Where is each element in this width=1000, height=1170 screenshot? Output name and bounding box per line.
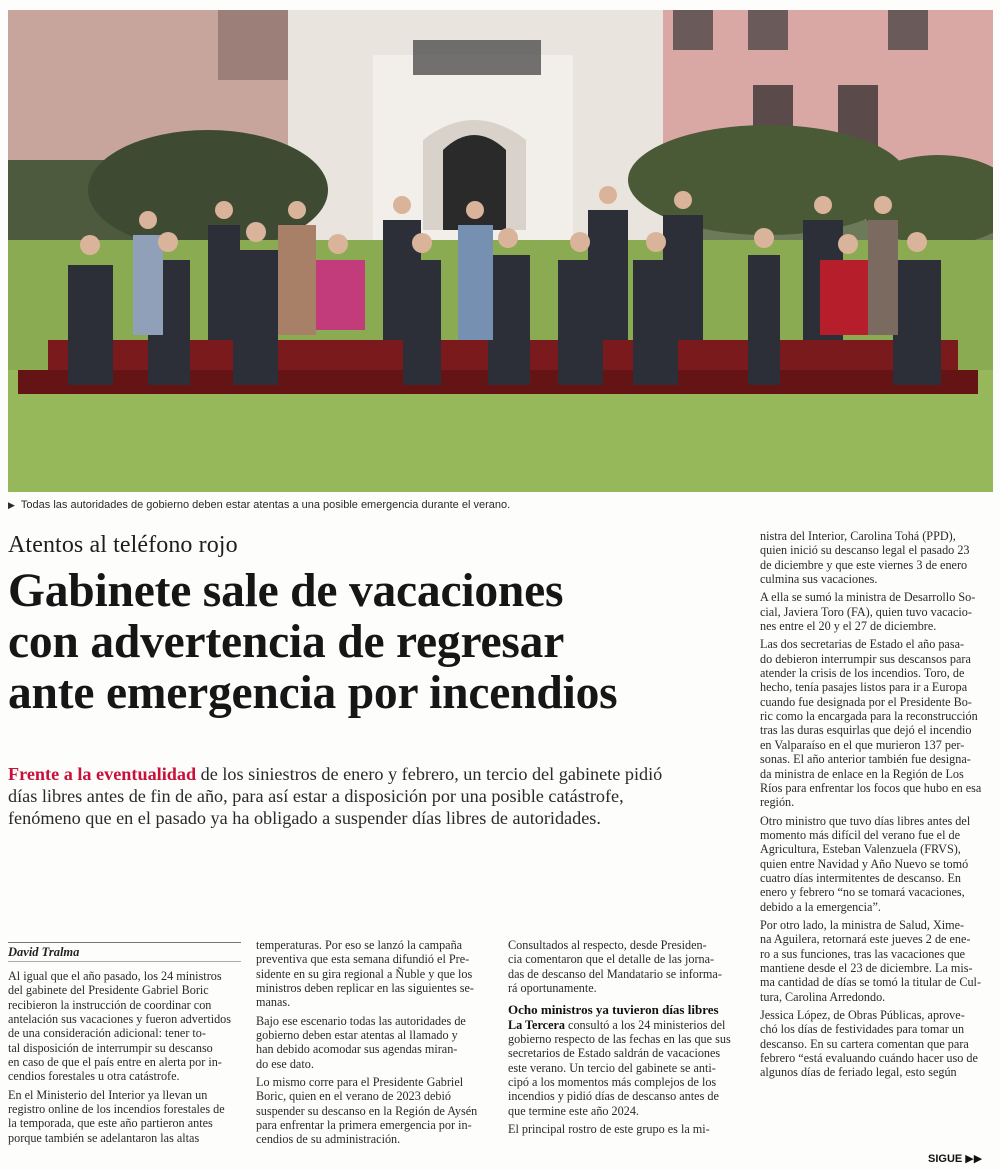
body-text-line: quien entre Navidad y Año Nuevo se tomó: [760, 856, 969, 871]
body-text-line: da ministra de enlace en la Región de Los: [760, 766, 964, 781]
article-kicker: Atentos al teléfono rojo: [8, 532, 238, 558]
body-text-line: rá oportunamente.: [508, 981, 597, 996]
body-text-line: tras las duras esquirlas que dejó el incendio: [760, 723, 972, 738]
body-text-line: ro a sus funciones, tras las vacaciones que: [760, 946, 966, 961]
byline: David Tralma: [8, 945, 80, 959]
body-text-line: tura, Carolina Arredondo.: [760, 989, 886, 1004]
body-text-line: la temporada, que este año partieron antes: [8, 1116, 213, 1131]
body-text-line: de diciembre y que este viernes 3 de enero: [760, 557, 968, 572]
body-text-line: algunos días de feriado legal, esto según: [760, 1065, 957, 1080]
body-text-line: suspender su descanso en la Región de Aysén: [256, 1103, 478, 1118]
body-text-line: Bajo ese escenario todas las autoridades de: [256, 1013, 466, 1028]
body-text-line: para enfrentar la primera emergencia por in-: [256, 1118, 472, 1133]
body-text-line: momento más difícil del verano fue el de: [760, 827, 961, 842]
col3-first-line: La Tercera consultó a los 24 ministerios del: [508, 1017, 726, 1032]
body-text-line: Jessica López, de Obras Públicas, aprove-: [760, 1008, 965, 1022]
article-headline: Gabinete sale de vacaciones con advertencia de regresar ante emergencia por incendios: [8, 565, 618, 719]
body-text-line: El principal rostro de este grupo es la mi-: [508, 1122, 710, 1137]
caption-arrow-icon: ▶: [8, 500, 15, 510]
body-text-line: que termine este año 2024.: [508, 1103, 639, 1118]
body-text-line: Consultados al respecto, desde Presiden-: [508, 938, 707, 952]
body-text-line: gobierno deben estar atentas al llamado y: [256, 1028, 458, 1043]
body-text-line: ric como la encargada para la reconstrucción: [760, 709, 978, 724]
photo-caption: ▶ Todas las autoridades de gobierno deben estar atentas a una posible emergencia durante el verano.: [8, 499, 511, 511]
body-text-line: Al igual que el año pasado, los 24 ministros: [8, 969, 222, 983]
body-text-line: ma cantidad de días se tomó la titular de Cul-: [760, 975, 982, 990]
body-text-line: do debieron interrumpir sus descansos para: [760, 651, 971, 666]
body-text-line: preventiva que esta semana difundió el Pre-: [256, 952, 470, 967]
body-text-line: debido a la emergencia”.: [760, 899, 881, 914]
lead-highlight: Frente a la eventualidad: [8, 764, 197, 784]
body-text-line: secretarios de Estado saldrán de vacaciones: [508, 1046, 721, 1061]
body-text-line: nistra del Interior, Carolina Tohá (PPD),: [760, 529, 956, 543]
body-column-4: [760, 529, 995, 1080]
body-text-line: cuando fue designada por el Presidente Bo-: [760, 694, 972, 709]
body-text-line: Lo mismo corre para el Presidente Gabriel: [256, 1075, 464, 1090]
body-text-line: Otro ministro que tuvo días libres antes del: [760, 813, 971, 828]
body-text-line: hecho, tenía pasajes listos para ir a Europa: [760, 680, 968, 695]
body-text-line: do ese dato.: [256, 1056, 314, 1071]
body-column-3: [508, 938, 738, 1136]
body-text-line: atender la crisis de los incendios. Toro, de: [760, 666, 965, 681]
body-text-line: En el Ministerio del Interior ya llevan un: [8, 1087, 208, 1102]
body-text-line: descanso. En su cartera comentan que para: [760, 1036, 969, 1051]
body-text-line: culmina sus vacaciones.: [760, 572, 878, 587]
body-text-line: gobierno respecto de las fechas en las que sus: [508, 1032, 731, 1047]
byline-rule-top: [8, 942, 241, 943]
body-text-line: recibieron la instrucción de coordinar con: [8, 997, 212, 1012]
body-text-line: sidente en su gira regional a Ñuble y que los: [256, 966, 473, 981]
body-text-line: Ríos para enfrentar los focos que hubo en esa: [760, 780, 982, 795]
body-text-line: febrero “está evaluando cuándo hacer uso de: [760, 1051, 978, 1066]
body-text-line: das de descanso del Mandatario se informa-: [508, 966, 722, 981]
body-text-line: mantiene desde el 23 de diciembre. La mis-: [760, 960, 973, 975]
body-text-line: este verano. Un tercio del gabinete se anti-: [508, 1060, 716, 1075]
byline-rule-bottom: [8, 961, 241, 962]
body-text-line: cuatro días intermitentes de descanso. En: [760, 870, 962, 885]
source-name: La Tercera: [508, 1017, 565, 1032]
body-text-line: sonas. El año anterior también fue designa-: [760, 752, 971, 767]
body-text-line: enero y febrero “no se tomará vacaciones,: [760, 885, 965, 900]
body-text-line: cendios de su administración.: [256, 1132, 401, 1147]
continue-label: SIGUE ▶▶: [928, 1153, 983, 1165]
body-text-line: cial, Javiera Toro (FA), quien tuvo vacacio-: [760, 604, 972, 619]
section-subhead: Ocho ministros ya tuvieron días libres: [508, 1002, 719, 1018]
body-text-line: en caso de que el país entre en alerta por in-: [8, 1055, 222, 1070]
body-text-line: quien inició su descanso legal el pasado 23: [760, 543, 970, 558]
body-text-line: tal disposición de interrumpir su descanso: [8, 1040, 213, 1055]
body-text-line: manas.: [256, 995, 291, 1010]
article-lead: Frente a la eventualidad de los siniestros de enero y febrero, un tercio del gabinete pidió días libres antes de fin de año, para así estar a disposición por una posible catástrofe, fenómeno que en el pasado ya ha obligado a suspender días libres de autoridades.: [8, 764, 663, 828]
body-text-line: cia comentaron que el detalle de las jorna-: [508, 952, 715, 967]
body-text-line: temperaturas. Por eso se lanzó la campaña: [256, 938, 463, 952]
body-text-line: ministros deben replicar en las siguientes se-: [256, 981, 474, 996]
body-text-line: registro online de los incendios forestales de: [8, 1102, 225, 1117]
body-text-line: A ella se sumó la ministra de Desarrollo So-: [760, 590, 976, 605]
body-text-line: Agricultura, Esteban Valenzuela (FRVS),: [760, 842, 961, 857]
body-column-2: [256, 938, 494, 1147]
body-column-1: [8, 969, 243, 1145]
body-text-line: Boric, quien en el verano de 2023 debió: [256, 1089, 451, 1104]
body-text-line: porque también se adelantaron las altas: [8, 1130, 200, 1145]
body-text-line: del gabinete del Presidente Gabriel Boric: [8, 983, 209, 998]
body-text-line: na Aguilera, retornará este jueves 2 de ene-: [760, 932, 971, 947]
body-text-line: cendios forestales u otra catástrofe.: [8, 1069, 180, 1084]
body-text-line: nes entre el 20 y el 27 de diciembre.: [760, 619, 937, 634]
body-text-line: chó los días de festividades para tomar un: [760, 1022, 965, 1037]
cabinet-group-photo: [8, 10, 993, 492]
body-text-line: de una consideración adicional: tener to-: [8, 1026, 206, 1041]
body-text-line: Por otro lado, la ministra de Salud, Xime-: [760, 917, 965, 932]
body-text-line: en Valparaíso en el que murieron 137 per-: [760, 737, 965, 752]
body-text-line: han debido acomodar sus agendas miran-: [256, 1042, 458, 1057]
body-text-line: cipó a los momentos más complejos de los: [508, 1075, 717, 1090]
photo-illustration: [8, 10, 993, 492]
body-text-line: incendios y pidió días de descanso antes de: [508, 1089, 719, 1104]
body-text-line: Las dos secretarias de Estado el año pasa-: [760, 637, 965, 652]
body-text-line: región.: [760, 795, 795, 810]
body-text-line: antelación sus vacaciones y fueron advertidos: [8, 1012, 232, 1027]
